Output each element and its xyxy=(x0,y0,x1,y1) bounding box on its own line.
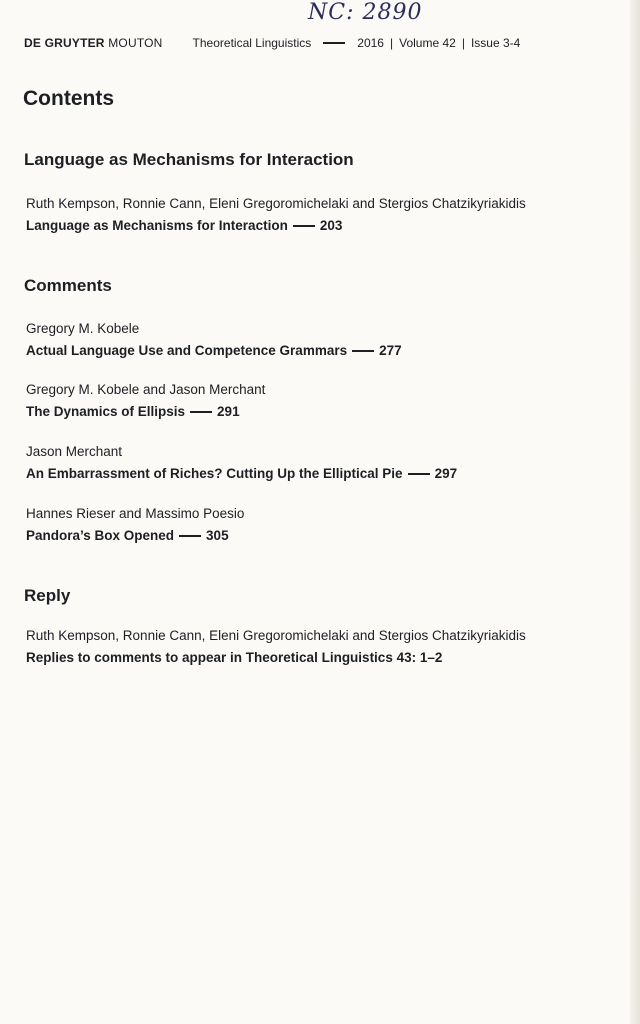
entry-title-line[interactable] xyxy=(26,215,586,237)
section-title: Language as Mechanisms for Interaction xyxy=(24,150,354,169)
entry-title: Actual Language Use and Competence Grammars xyxy=(26,343,348,358)
entry-title: The Dynamics of Ellipsis xyxy=(26,404,186,419)
page-edge xyxy=(630,0,640,1024)
entry-title: An Embarrassment of Riches? Cutting Up the Elliptical Pie xyxy=(26,466,403,481)
running-header xyxy=(24,36,554,50)
toc-entry xyxy=(26,193,586,237)
entry-title: Pandora’s Box Opened xyxy=(26,528,175,543)
year: 2016 xyxy=(357,36,384,50)
entry-page: 277 xyxy=(379,343,402,358)
volume: Volume 42 xyxy=(399,36,456,50)
entry-authors: Jason Merchant xyxy=(26,444,123,459)
issue: Issue 3-4 xyxy=(470,36,521,50)
entry-authors: Hannes Rieser and Massimo Poesio xyxy=(26,506,245,521)
publisher-rest: MOUTON xyxy=(108,36,163,50)
toc-entry xyxy=(26,503,586,547)
handwritten-annotation: NC: 2890 xyxy=(308,0,423,25)
page-dash xyxy=(352,350,374,352)
entry-page: 291 xyxy=(217,404,240,419)
entry-title-line[interactable] xyxy=(26,463,586,485)
entry-page: 203 xyxy=(319,218,343,233)
publisher-bold: DE GRUYTER xyxy=(24,36,105,50)
entry-authors: Ruth Kempson, Ronnie Cann, Eleni Gregoromichelaki and Stergios Chatzikyriakidis xyxy=(26,196,526,211)
toc-entry xyxy=(26,625,586,669)
section-title: Reply xyxy=(24,586,71,605)
journal-name: Theoretical Linguistics xyxy=(192,36,312,50)
entry-title-line[interactable] xyxy=(26,647,586,669)
page-dash xyxy=(190,411,212,413)
entry-authors: Ruth Kempson, Ronnie Cann, Eleni Gregoromichelaki and Stergios Chatzikyriakidis xyxy=(26,628,526,643)
entry-title-line[interactable] xyxy=(26,525,586,547)
page-dash xyxy=(179,535,201,537)
contents-heading: Contents xyxy=(23,87,114,110)
entry-authors: Gregory M. Kobele xyxy=(26,321,140,336)
entry-page: 297 xyxy=(434,466,458,481)
page-dash xyxy=(408,473,430,475)
entry-title-line[interactable] xyxy=(26,401,586,423)
header-dash xyxy=(323,42,345,44)
toc-entry xyxy=(26,441,586,485)
entry-page: 305 xyxy=(206,528,229,543)
section-title: Comments xyxy=(24,276,112,295)
toc-entry xyxy=(26,318,586,362)
entry-title: Language as Mechanisms for Interaction xyxy=(26,218,288,233)
toc-entry xyxy=(26,379,586,423)
entry-title: Replies to comments to appear in Theoretical Linguistics 43: 1–2 xyxy=(26,650,443,665)
publisher xyxy=(24,36,163,50)
separator: | xyxy=(389,36,394,50)
separator: | xyxy=(461,36,465,50)
page-dash xyxy=(293,225,315,227)
entry-title-line[interactable] xyxy=(26,340,586,362)
entry-authors: Gregory M. Kobele and Jason Merchant xyxy=(26,382,266,397)
